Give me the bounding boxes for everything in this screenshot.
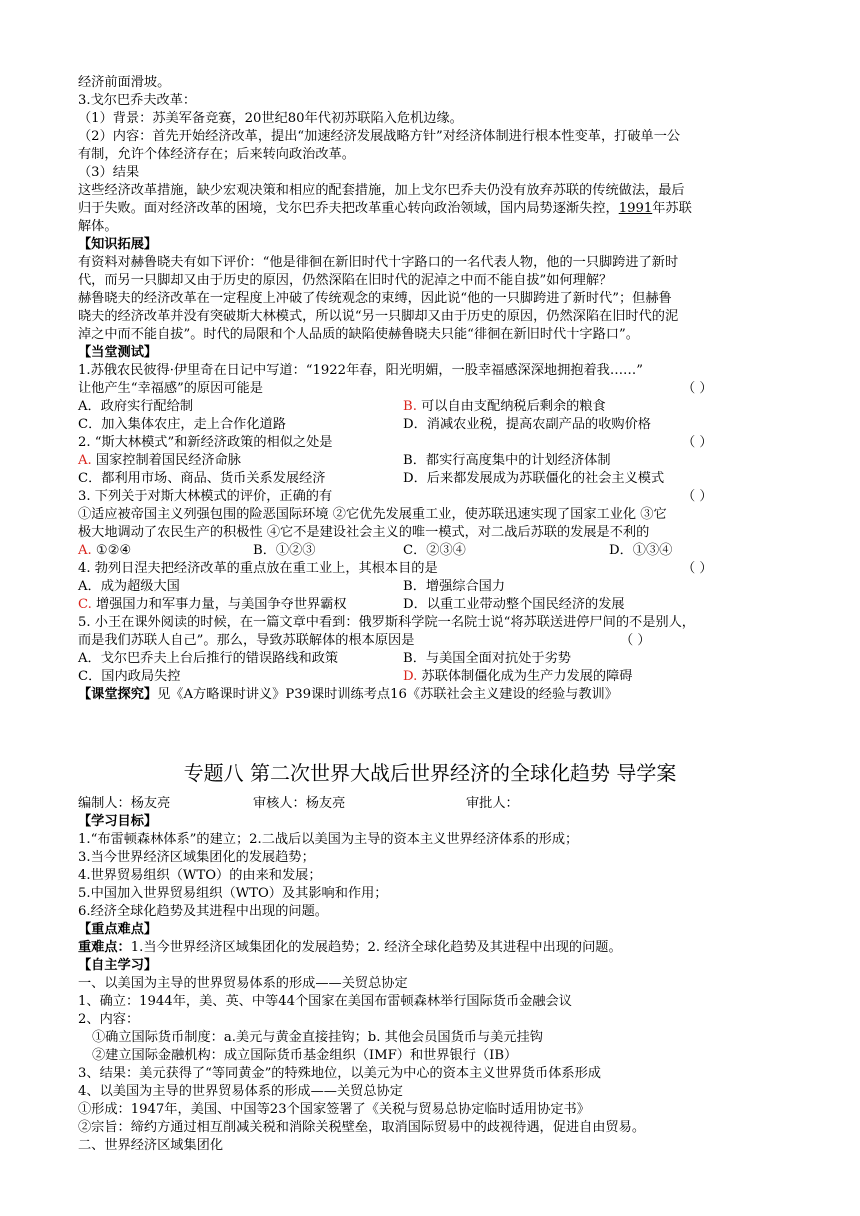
option-b: B．与美国全面对抗处于劣势 [403,651,571,666]
text-span: 见《A方略课时讲义》P39课时训练考点16《苏联社会主义建设的经验与教训》 [157,687,618,702]
text-line: （2）内容：首先开始经济改革，提出“加速经济发展战略方针”对经济体制进行根本性变革，打破单一公 [78,129,681,144]
text-line: 3、结果：美元获得了“等同黄金”的特殊地位，以美元为中心的资本主义世界货币体系形成 [78,1066,601,1081]
page-title: 专题八 第二次世界大战后世界经济的全球化趋势 导学案 [183,761,677,785]
answer-letter: A. [78,453,92,468]
text-line: ①形成：1947年，美国、中国等23个国家签署了《关税与贸易总协定临时适用协定书》 [78,1102,590,1117]
question-1-stem: 让他产生“幸福感”的原因可能是 [78,381,263,396]
answer-blank: （ ） [682,435,713,450]
text-line: 二、世界经济区域集团化 [78,1138,224,1153]
option-c: C．都利用市场、商品、货币关系发展经济 [78,471,326,486]
question-1: 1.苏俄农民彼得·伊里奇在日记中写道：“1922年春，阳光明媚，一股幸福感深深地拥抱着我……” [78,363,643,378]
text-line: 1、确立：1944年，美、英、中等44个国家在美国布雷顿森林举行国际货币金融会议 [78,994,572,1009]
option-c [78,596,347,614]
section-heading-key: 【重点难点】 [78,922,158,937]
question-5-stem: 而是我们苏联人自己”。那么，导致苏联解体的根本原因是 [78,633,415,648]
text-line: 4.世界贸易组织（WTO）的由来和发展； [78,868,322,883]
text-line [78,200,692,218]
option-a: A．戈尔巴乔夫上台后推行的错误路线和政策 [78,651,339,666]
option-b: B．增强综合国力 [403,579,506,594]
answer-blank: （ ） [620,633,651,648]
option-text: ①②④ [91,543,132,558]
text-line: 赫鲁晓夫的经济改革在一定程度上冲破了传统观念的束缚，因此说“他的一只脚跨进了新时代”；但赫鲁 [78,291,672,306]
underlined-year: 1991 [618,201,653,216]
question-2: 2. “斯大林模式”和新经济政策的相似之处是 [78,435,333,450]
text-line: ②宗旨：缔约方通过相互削减关税和消除关税壁垒，取消国际贸易中的歧视待遇，促进自由贸易。 [78,1120,646,1135]
text-line: 极大地调动了农民生产的积极性 ④它不是建设社会主义的唯一模式，对二战后苏联的发展是不利的 [78,525,650,540]
option-b: B．①②③ [253,543,316,558]
section-heading: 3.戈尔巴乔夫改革： [78,93,197,108]
option-d: D．①③④ [609,543,673,558]
option-c: C．②③④ [403,543,466,558]
key-label: 重难点： [78,940,131,955]
text-span: 1.当今世界经济区域集团化的发展趋势；2. 经济全球化趋势及其进程中出现的问题。 [130,940,622,955]
option-a [78,542,131,560]
text-line: 2、内容： [78,1012,140,1027]
option-d: D．消减农业税，提高农副产品的收购价格 [403,417,651,432]
question-3: 3. 下列关于对斯大林模式的评价，正确的有 [78,489,333,504]
option-d: D．后来都发展成为苏联僵化的社会主义模式 [403,471,665,486]
answer-letter: B. [403,399,417,414]
answer-blank: （ ） [682,489,713,504]
text-span: 归于失败。面对经济改革的困境，戈尔巴乔夫把改革重心转向政治领域，国内局势逐渐失控， [78,201,619,216]
answer-blank: （ ） [682,561,713,576]
text-line: ①适应被帝国主义列强包围的险恶国际环境 ②它优先发展重工业，使苏联迅速实现了国家工业化 ③它 [78,507,667,522]
text-line: 有资料对赫鲁晓夫有如下评价：“他是徘徊在新旧时代十字路口的一名代表人物，他的一只脚跨进了新时 [78,255,679,270]
section-heading-self: 【自主学习】 [78,958,158,973]
option-text: 可以自由支配纳税后剩余的粮食 [416,399,606,414]
text-line: 1.“布雷顿森林体系”的建立；2.二战后以美国为主导的资本主义世界经济体系的形成； [78,832,579,847]
text-span: 年苏联 [652,201,692,216]
option-c: C．加入集体农庄，走上合作化道路 [78,417,286,432]
text-line: 4、以美国为主导的世界贸易体系的形成——关贸总协定 [78,1084,403,1099]
answer-letter: D. [403,669,418,684]
option-text: 苏联体制僵化成为生产力发展的障碍 [417,669,633,684]
option-text: 增强国力和军事力量，与美国争夺世界霸权 [91,597,347,612]
option-d [403,668,633,686]
option-b: B．都实行高度集中的计划经济体制 [403,453,611,468]
text-line: （1）背景：苏美军备竞赛，20世纪80年代初苏联陷入危机边缘。 [78,111,463,126]
text-line: 3.当今世界经济区域集团化的发展趋势； [78,850,315,865]
text-line: 5.中国加入世界贸易组织（WTO）及其影响和作用； [78,886,388,901]
text-line: 淖之中而不能自拔”。时代的局限和个人品质的缺陷使赫鲁晓夫只能“徘徊在新旧时代十字路口”。 [78,327,639,342]
option-a: A．成为超级大国 [78,579,180,594]
answer-blank: （ ） [682,381,713,396]
text-line: ①确立国际货币制度：a.美元与黄金直接挂钩；b. 其他会员国货币与美元挂钩 [92,1030,543,1045]
question-4: 4. 勃列日涅夫把经济改革的重点放在重工业上，其根本目的是 [78,561,438,576]
option-a [78,452,241,470]
section-heading-explore: 【课堂探究】 [78,687,158,702]
text-line: 晓夫的经济改革并没有突破斯大林模式，所以说“另一只脚却又由于历史的原因，仍然深陷在旧时代的泥 [78,309,679,324]
answer-letter: A. [78,543,92,558]
text-line: （3）结果 [78,165,140,180]
text-line: 经济前面滑坡。 [78,75,171,90]
option-text: 国家控制着国民经济命脉 [91,453,241,468]
option-a: A．政府实行配给制 [78,399,194,414]
section-heading-test: 【当堂测试】 [78,345,158,360]
text-line: 有制，允许个体经济存在；后来转向政治改革。 [78,147,355,162]
text-line: 6.经济全球化趋势及其进程中出现的问题。 [78,904,328,919]
option-c: C．国内政局失控 [78,669,181,684]
text-line: 这些经济改革措施，缺少宏观决策和相应的配套措施，加上戈尔巴乔夫仍没有放弃苏联的传统做法，最后 [78,183,685,198]
answer-letter: C. [78,597,92,612]
reviewer: 审核人：杨友亮 [253,796,346,811]
option-b [403,398,606,416]
section-heading-goals: 【学习目标】 [78,814,158,829]
text-line [78,939,622,957]
text-line: 解体。 [78,219,118,234]
text-line: 一、以美国为主导的世界贸易体系的形成——关贸总协定 [78,976,408,991]
option-d: D．以重工业带动整个国民经济的发展 [403,597,625,612]
text-line: ②建立国际金融机构：成立国际货币基金组织（IMF）和世界银行（IB） [92,1048,518,1063]
section-explore [78,686,618,704]
approver: 审批人： [466,796,519,811]
section-heading-knowledge: 【知识拓展】 [78,237,158,252]
editor: 编制人：杨友亮 [78,796,171,811]
question-5: 5. 小王在课外阅读的时候，在一篇文章中看到：俄罗斯科学院一名院士说“将苏联送进停尸间的不是别人， [78,615,695,630]
text-line: 代，而另一只脚却又由于历史的原因，仍然深陷在旧时代的泥淖之中而不能自拔”如何理解？ [78,273,613,288]
